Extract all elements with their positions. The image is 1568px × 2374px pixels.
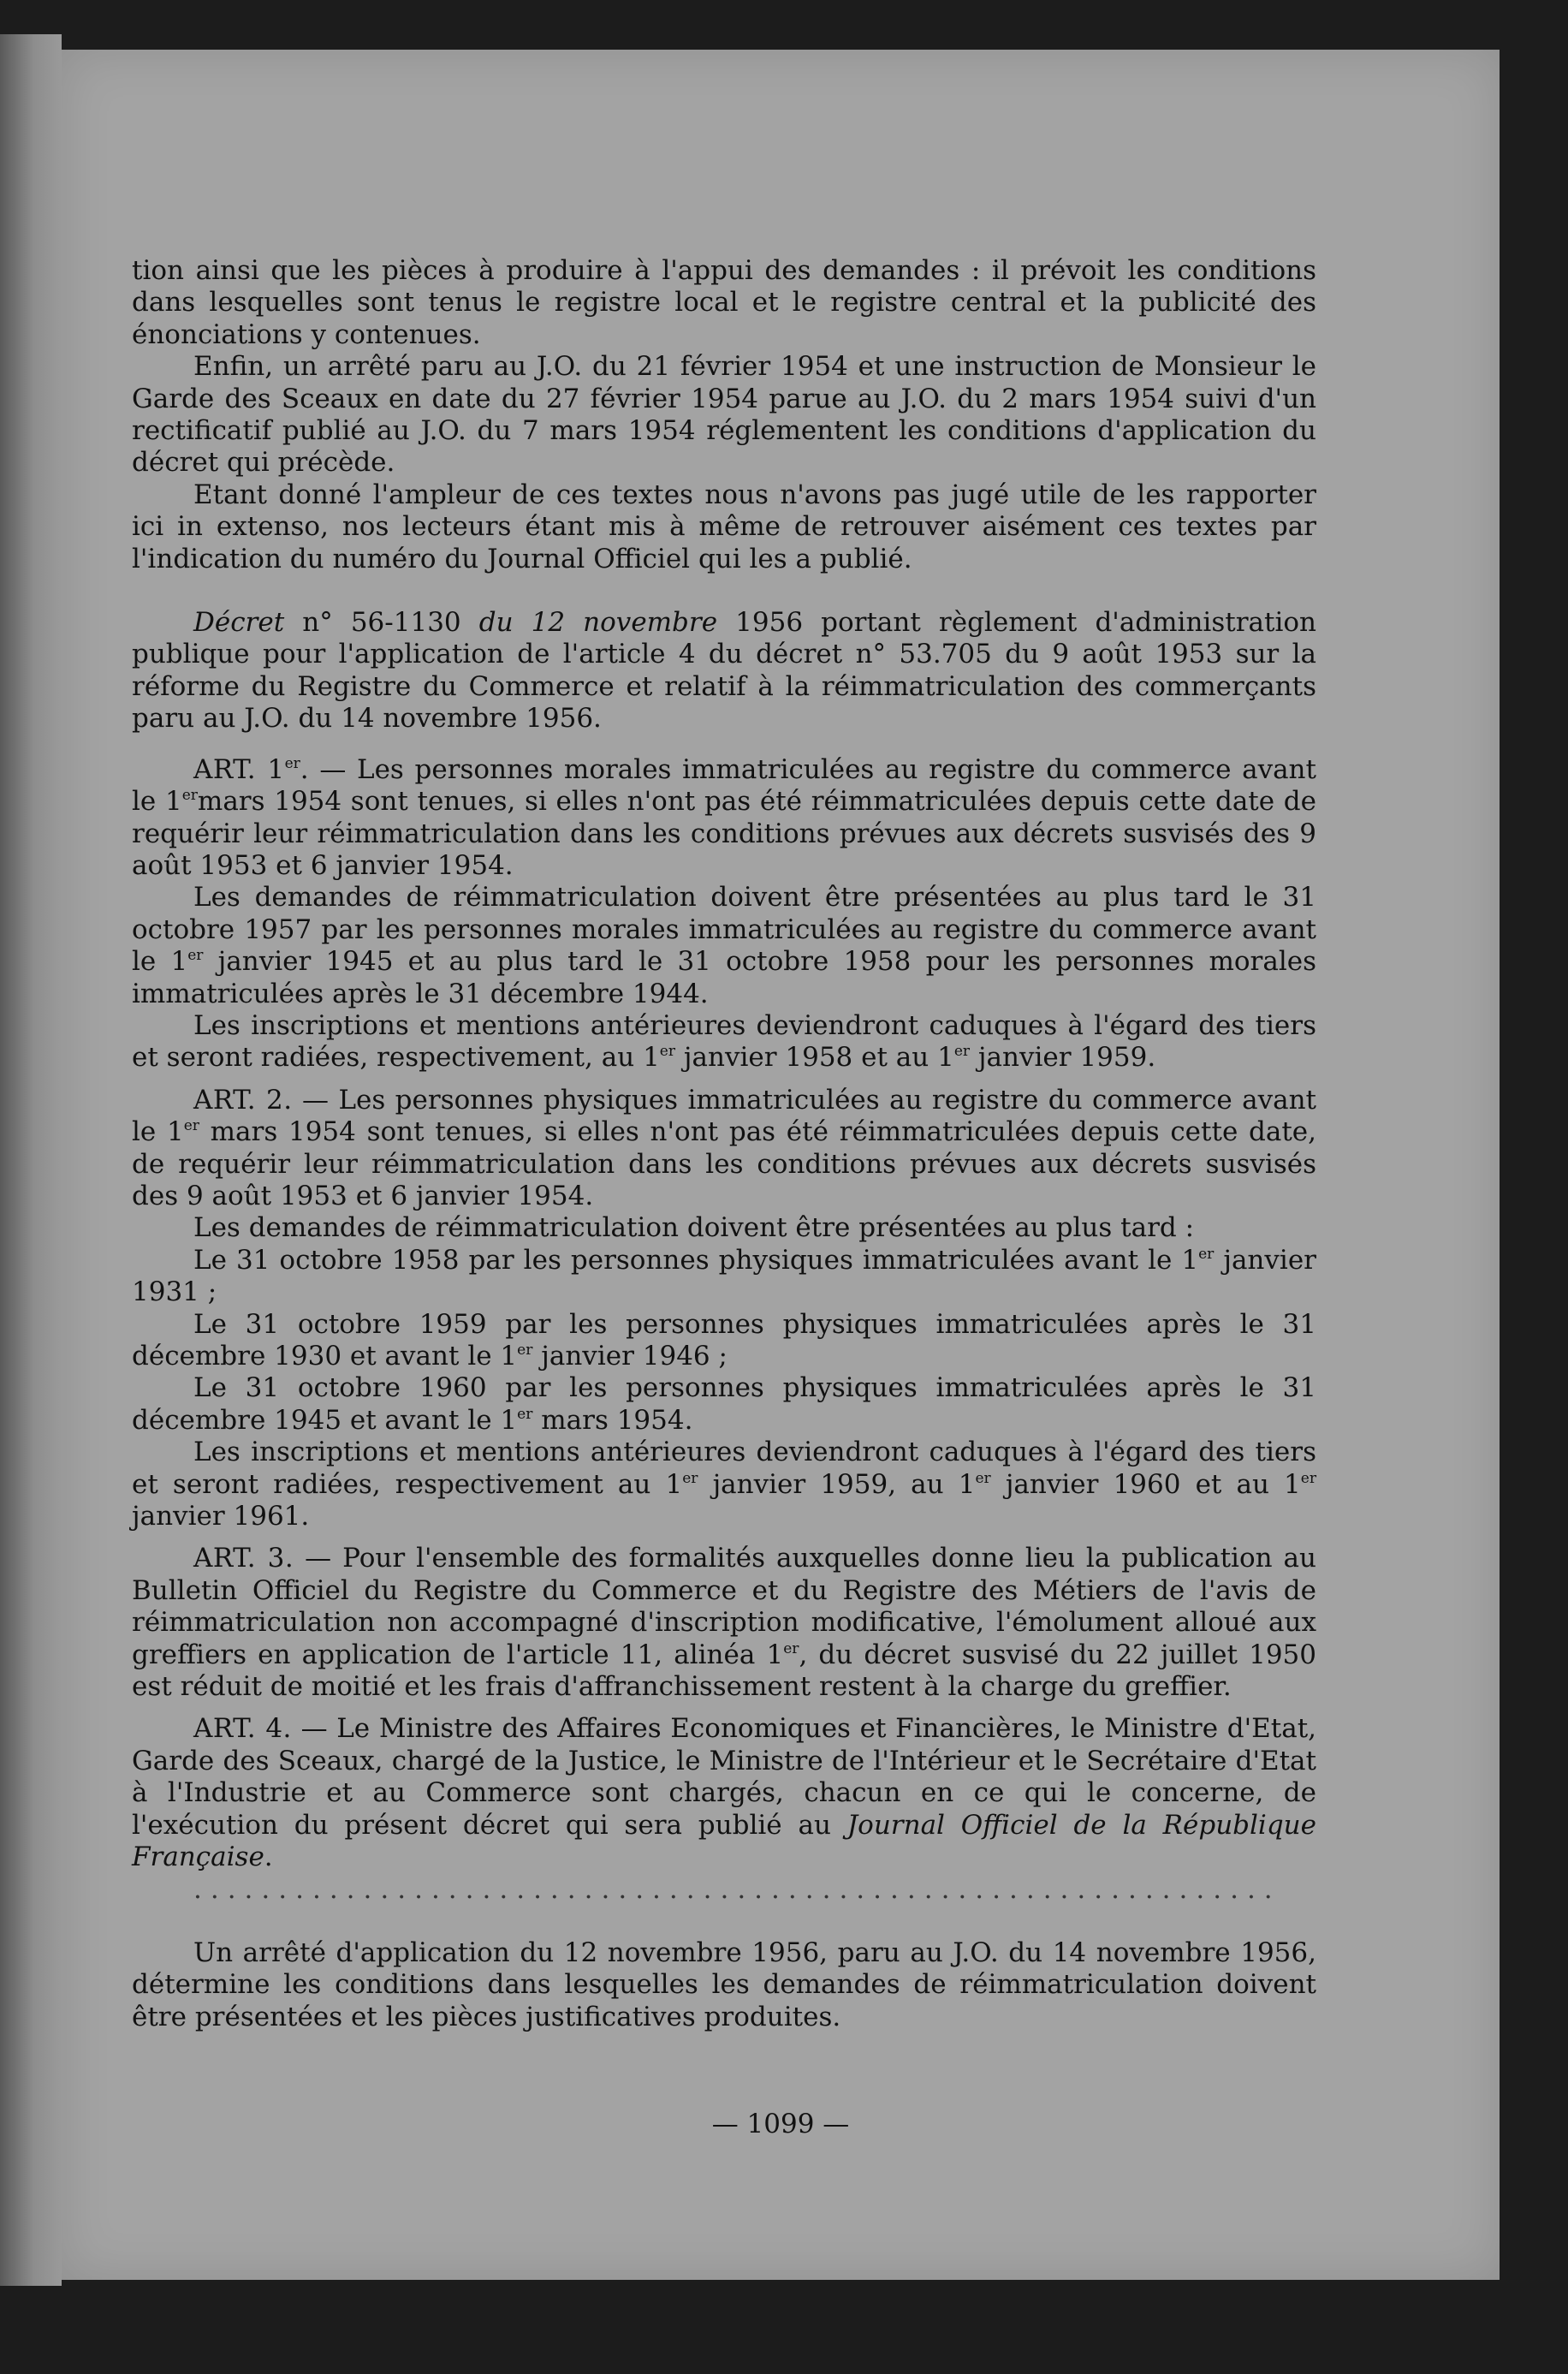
dotted-separator: ................................................................ (193, 1873, 1281, 1905)
art2-l3sup: er (517, 1405, 533, 1423)
decree-heading (132, 607, 1316, 735)
art1-p3sup1: er (659, 1043, 676, 1061)
decree-number: n° 56-1130 (302, 607, 461, 639)
art3-text-a: — Pour l'ensemble des formalités auxquelles donne lieu la publication au Bulletin Officiel du Registre du Commerce et du Registre des Métiers de l'avis de réimmatriculation non accompagné d'inscription modificative, l'émolument alloué aux greffiers en application de l'article 11, alinéa 1 (132, 1543, 1317, 1670)
document-page (62, 50, 1500, 2280)
art4-journal-title: Journal Officiel de la République Française (132, 1809, 1316, 1873)
paragraph-enfin: Enfin, un arrêté paru au J.O. du 21 février 1954 et une instruction de Monsieur le Garde des Sceaux en date du 27 février 1954 parue au J.O. du 2 mars 1954 suivi d'un rectificatif publié au J.O. du 7 mars 1954 réglementent les conditions d'application du décret qui précède. (132, 351, 1316, 479)
art3-label: ART. 3. (193, 1543, 294, 1574)
article-4 (132, 1713, 1316, 1873)
art2-p3d: janvier 1961. (132, 1501, 310, 1532)
art2-l2a: Le 31 octobre 1959 par les personnes physiques immatriculées après le 31 décembre 1930 et avant le 1 (132, 1308, 1316, 1371)
art2-text-b: mars 1954 sont tenues, si elles n'ont pas été réimmatriculées depuis cette date, de requérir leur réimmatriculation dans les conditions prévues aux décrets susvisés des 9 août 1953 et 6 janvier 1954. (132, 1116, 1316, 1211)
art2-l3b: mars 1954. (532, 1404, 693, 1436)
art1-text-a: . — Les personnes morales immatriculées au registre du commerce avant le 1 (132, 753, 1316, 818)
article-2 (132, 1085, 1316, 1213)
art1-label: ART. 1 (193, 753, 285, 785)
decree-rest: 1956 portant règlement d'administration publique pour l'application de l'article 4 du décret n° 53.705 du 9 août 1953 sur la réforme du Registre du Commerce et relatif à la réimmatriculation des commerçants paru au J.O. du 14 novembre 1956. (132, 607, 1316, 735)
art2-p3c: janvier 1960 et au 1 (990, 1468, 1301, 1500)
art1-text-b: mars 1954 sont tenues, si elles n'ont pas été réimmatriculées depuis cette date de requérir leur réimmatriculation dans les conditions prévues aux décrets susvisés des 9 août 1953 et 6 janvier 1954. (132, 786, 1316, 881)
art2-paragraph-3 (132, 1437, 1316, 1532)
art2-l2b: janvier 1946 ; (532, 1341, 728, 1371)
art1-paragraph-2 (132, 882, 1316, 1010)
decree-italic-b: du 12 novembre (478, 607, 718, 639)
art2-p3sup1: er (682, 1469, 698, 1487)
art4-text-a: — Le Ministre des Affaires Economiques et Financières, le Ministre d'Etat, Garde des Sceaux, chargé de la Justice, le Ministre de l'Intérieur et le Secrétaire d'Etat à l'Industrie et au Commerce sont chargés, chacun en ce qui le concerne, de l'exécution du présent décret qui sera publié au (132, 1713, 1317, 1841)
art1-p2a: Les demandes de réimmatriculation doivent être présentées au plus tard le 31 octobre 1957 par les personnes morales immatriculées au registre du commerce avant le 1 (132, 882, 1316, 978)
paragraph-ampleur: Etant donné l'ampleur de ces textes nous n'avons pas jugé utile de les rapporter ici in extenso, nos lecteurs étant mis à même de retrouver aisément ces textes par l'indication du numéro du Journal Officiel qui les a publié. (132, 479, 1316, 574)
art3-sup: er (783, 1639, 799, 1657)
art2-text-a: — Les personnes physiques immatriculées au registre du commerce avant le 1 (132, 1084, 1316, 1148)
art1-paragraph-3 (132, 1010, 1316, 1074)
art1-p3b: janvier 1958 et au 1 (675, 1042, 954, 1074)
art2-l2sup: er (517, 1342, 533, 1360)
paragraph-continuation: tion ainsi que les pièces à produire à l'appui des demandes : il prévoit les conditions dans lesquelles sont tenus le registre local et le registre central et la publicité des énonciations y contenues. (132, 255, 1316, 350)
art2-list-item-1 (132, 1245, 1316, 1309)
closing-paragraph: Un arrêté d'application du 12 novembre 1956, paru au J.O. du 14 novembre 1956, détermine les conditions dans lesquelles les demandes de réimmatriculation doivent être présentées et les pièces justificatives produites. (132, 1937, 1316, 2032)
art1-p3c: janvier 1959. (970, 1042, 1156, 1074)
decree-italic-a: Décret (193, 607, 285, 639)
art2-p3b: janvier 1959, au 1 (698, 1468, 976, 1500)
art1-sup: er (284, 754, 300, 772)
art2-p3sup2: er (975, 1469, 991, 1487)
art2-label: ART. 2. (193, 1084, 293, 1116)
page-number: — 1099 — (711, 2109, 850, 2139)
adjacent-page-edge (0, 34, 62, 2286)
art2-l3a: Le 31 octobre 1960 par les personnes physiques immatriculées après le 31 décembre 1945 et avant le 1 (132, 1372, 1316, 1436)
art2-p3a: Les inscriptions et mentions antérieures deviendront caduques à l'égard des tiers et seront radiées, respectivement au 1 (132, 1437, 1316, 1500)
art2-paragraph-2: Les demandes de réimmatriculation doivent être présentées au plus tard : (193, 1212, 1195, 1244)
art2-l1sup: er (1198, 1245, 1215, 1263)
art2-p3sup3: er (1300, 1469, 1317, 1487)
article-3 (132, 1543, 1316, 1703)
art1-sup2: er (181, 787, 198, 805)
art1-p2b: janvier 1945 et au plus tard le 31 octobre 1958 pour les personnes morales immatriculées après le 31 décembre 1944. (132, 946, 1316, 1009)
art3-text-b: , du décret susvisé du 22 juillet 1950 est réduit de moitié et les frais d'affranchissement restent à la charge du greffier. (132, 1639, 1316, 1703)
art1-p2sup: er (187, 947, 204, 965)
art4-text-b: . (264, 1841, 273, 1873)
art1-p3sup2: er (953, 1043, 971, 1061)
art2-l1b: janvier 1931 ; (132, 1244, 1316, 1308)
art1-p3a: Les inscriptions et mentions antérieures deviendront caduques à l'égard des tiers et seront radiées, respectivement, au 1 (132, 1009, 1316, 1074)
body-text (132, 255, 1316, 2033)
art2-l1a: Le 31 octobre 1958 par les personnes physiques immatriculées avant le 1 (193, 1244, 1199, 1276)
art2-list-item-2 (132, 1309, 1316, 1373)
article-1 (132, 754, 1316, 883)
art4-label: ART. 4. (193, 1713, 292, 1745)
art2-sup: er (183, 1117, 199, 1135)
art2-list-item-3 (132, 1372, 1316, 1437)
